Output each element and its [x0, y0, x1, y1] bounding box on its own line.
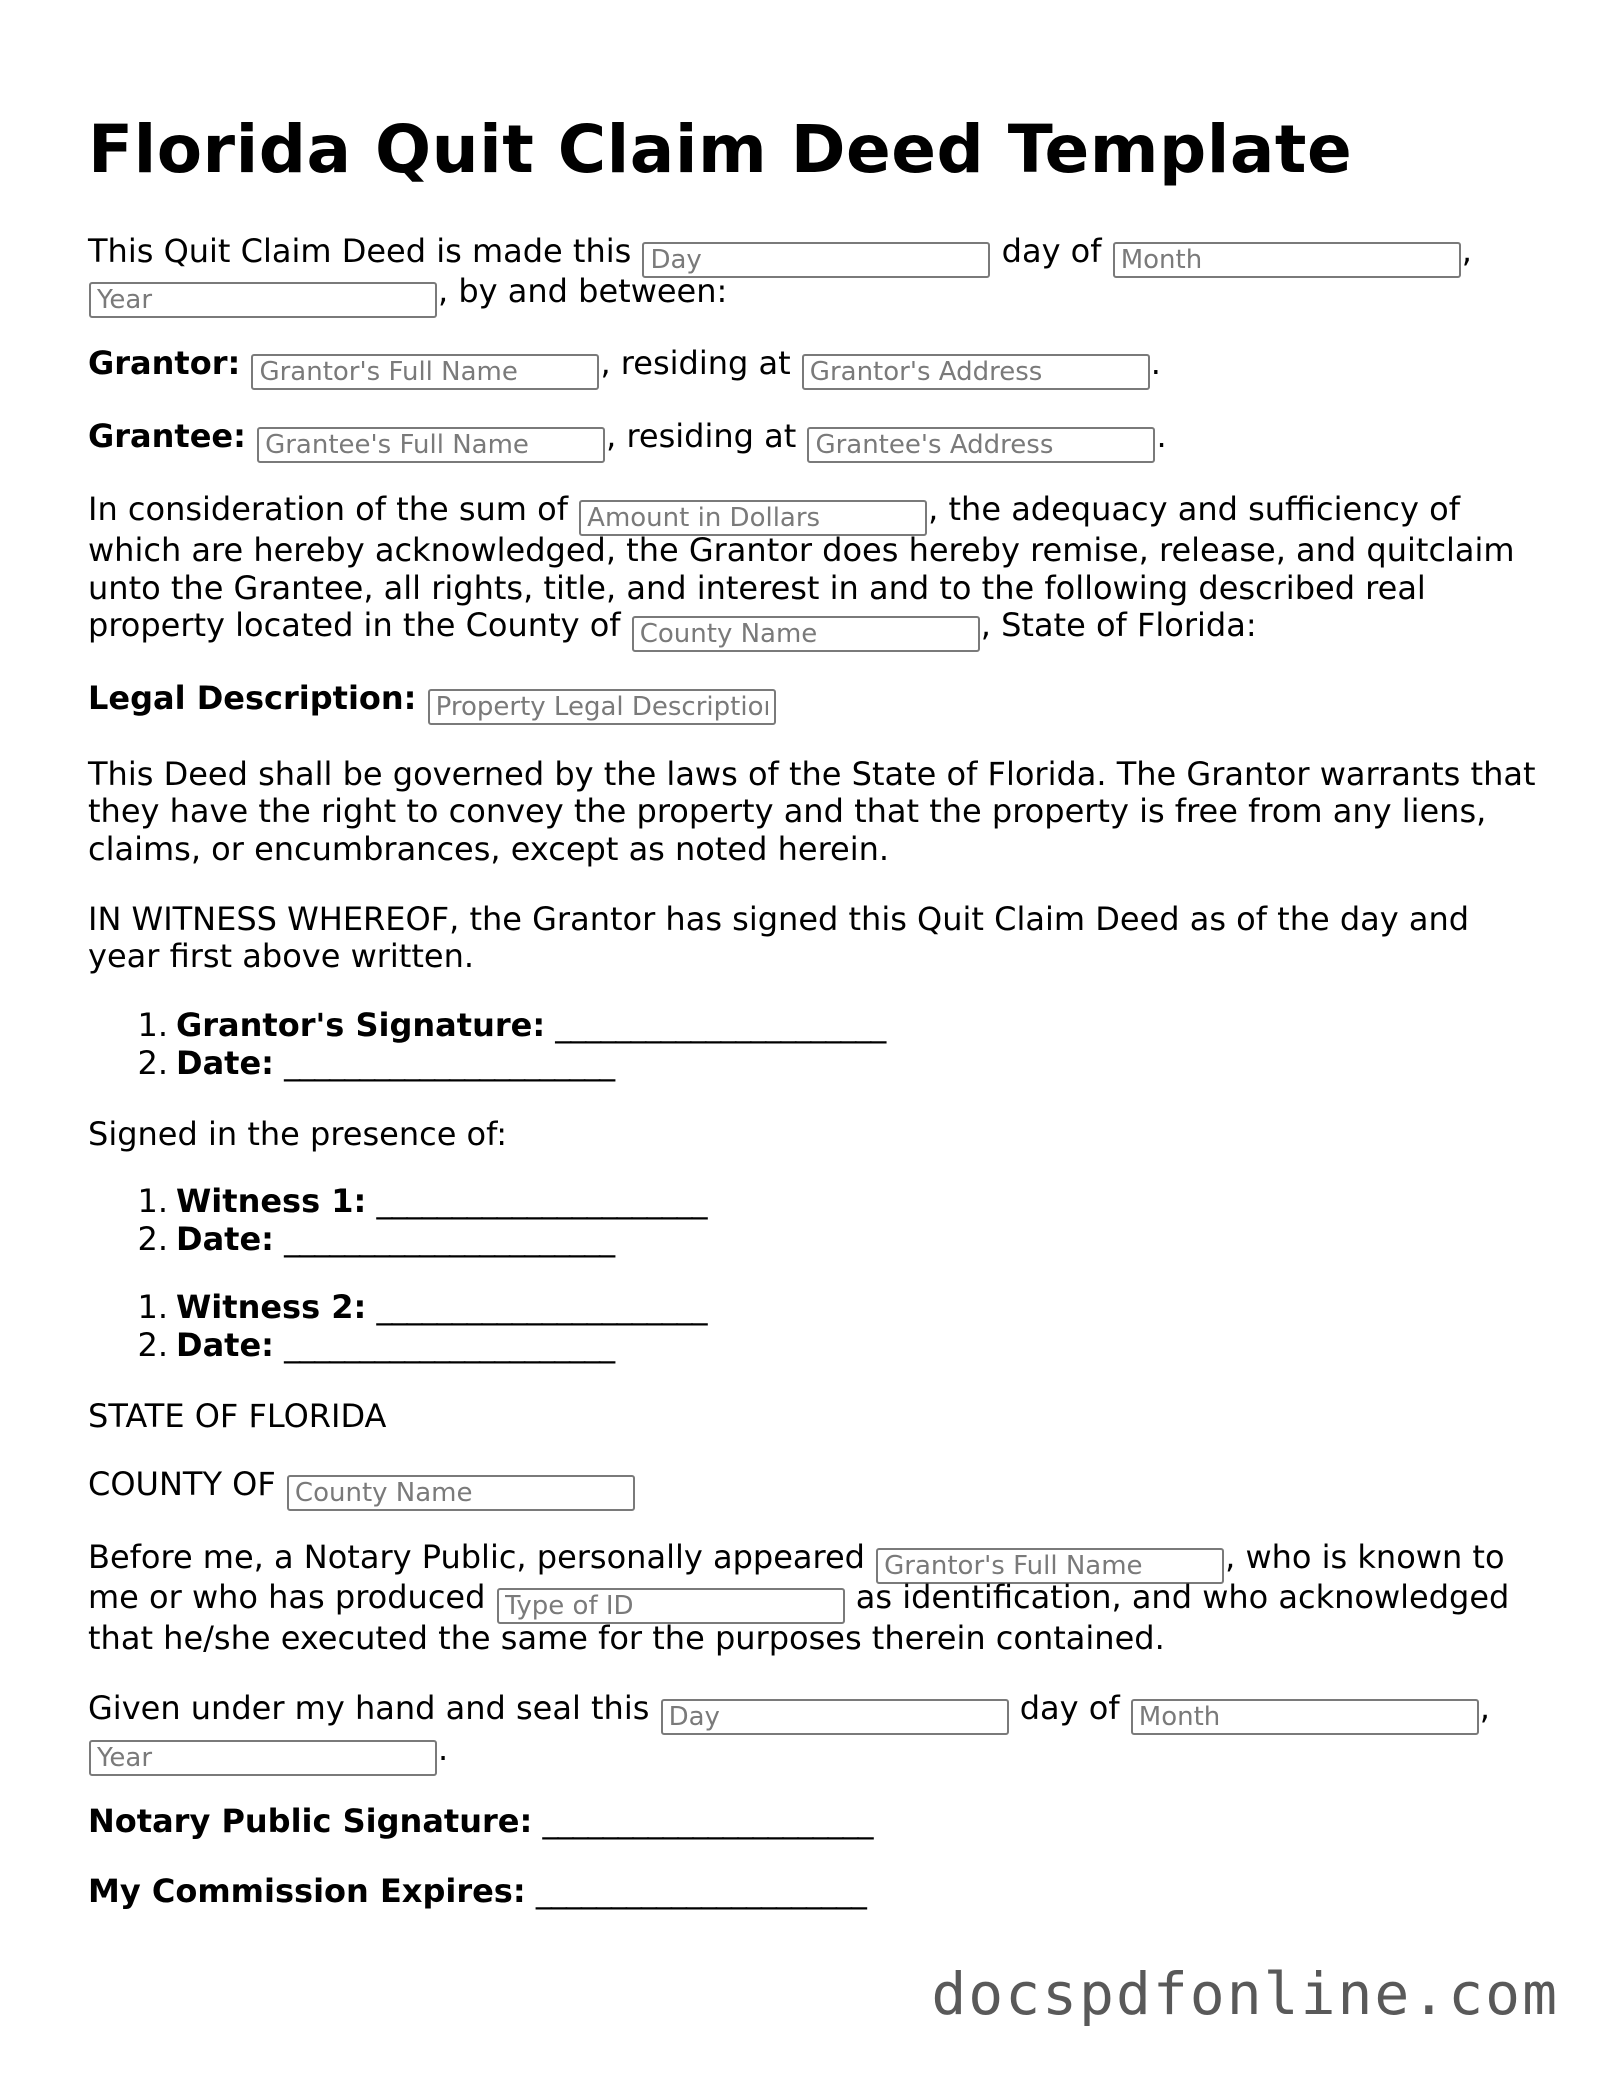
consideration-line-4: property located in the County of County Name , State of Florida: [88, 606, 1257, 652]
given-line-1: Given under my hand and seal this Day day of Month , [88, 1689, 1490, 1735]
grantor-line: Grantor: Grantor's Full Name , residing at Grantor's Address . [88, 344, 1161, 390]
seal-month-input[interactable] [1131, 1699, 1479, 1735]
grantee-line: Grantee: Grantee's Full Name , residing at Grantee's Address . [88, 417, 1167, 463]
witness-1-list [88, 1182, 707, 1258]
page-title: Florida Quit Claim Deed Template [88, 111, 1353, 188]
grantee-label: Grantee: [88, 417, 246, 455]
notary-county-input[interactable] [287, 1475, 635, 1511]
witness-2-blank[interactable]: ______________________ [376, 1288, 707, 1326]
grantor-label: Grantor: [88, 344, 241, 382]
deed-month-input[interactable] [1113, 242, 1461, 278]
commission-expires-line: My Commission Expires: ______________________ [88, 1872, 866, 1910]
grantor-date-blank[interactable]: ______________________ [284, 1044, 615, 1082]
notary-line-3: that he/she executed the same for the purposes therein contained. [88, 1619, 1165, 1657]
state-heading: STATE OF FLORIDA [88, 1397, 387, 1435]
grantee-address-input[interactable] [807, 427, 1155, 463]
grantor-signature-list [88, 1006, 885, 1082]
notary-line-1: Before me, a Notary Public, personally appeared Grantor's Full Name , who is known to [88, 1538, 1505, 1584]
list-item: 2. Date: ______________________ [137, 1220, 615, 1258]
witness-whereof-line-2: year first above written. [88, 937, 475, 975]
intro-line-1: This Quit Claim Deed is made this Day day of Month , [88, 232, 1472, 278]
consideration-line-3: unto the Grantee, all rights, title, and interest in and to the following described real [88, 569, 1426, 607]
grantor-address-input[interactable] [802, 354, 1150, 390]
notary-signature-line: Notary Public Signature: ______________________ [88, 1802, 873, 1840]
deed-year-input[interactable] [89, 282, 437, 318]
presence-text: Signed in the presence of: [88, 1115, 508, 1153]
county-line: COUNTY OF County Name [88, 1465, 636, 1511]
list-item: 1. Witness 2: ______________________ [137, 1288, 707, 1326]
notary-line-2: me or who has produced Type of ID as identification, and who acknowledged [88, 1578, 1509, 1624]
legal-description-label: Legal Description: [88, 679, 417, 717]
given-line-2: Year. [88, 1730, 448, 1776]
governed-line-2: they have the right to convey the property and that the property is free from any liens, [88, 792, 1487, 830]
watermark: docspdfonline.com [931, 1960, 1559, 2028]
intro-line-2: Year, by and between: [88, 272, 727, 318]
witness-2-date-blank[interactable]: ______________________ [284, 1326, 615, 1364]
grantor-name-input[interactable] [251, 354, 599, 390]
list-item: 1. Grantor's Signature: ______________________ [137, 1006, 886, 1044]
seal-day-input[interactable] [661, 1699, 1009, 1735]
witness-1-blank[interactable]: ______________________ [376, 1182, 707, 1220]
grantee-name-input[interactable] [257, 427, 605, 463]
governed-line-3: claims, or encumbrances, except as noted herein. [88, 830, 890, 868]
list-item: 2. Date: ______________________ [137, 1326, 615, 1364]
seal-year-input[interactable] [89, 1740, 437, 1776]
list-item: 2. Date: ______________________ [137, 1044, 615, 1082]
legal-description-input[interactable] [428, 689, 776, 725]
witness-whereof-line-1: IN WITNESS WHEREOF, the Grantor has signed this Quit Claim Deed as of the day and [88, 900, 1470, 938]
consideration-line-2: which are hereby acknowledged, the Grantor does hereby remise, release, and quitclaim [88, 531, 1515, 569]
witness-2-list [88, 1288, 707, 1364]
governed-line-1: This Deed shall be governed by the laws of the State of Florida. The Grantor warrants that [88, 755, 1536, 793]
grantor-signature-blank[interactable]: ______________________ [555, 1006, 886, 1044]
commission-expires-blank[interactable]: ______________________ [535, 1872, 866, 1910]
notary-signature-blank[interactable]: ______________________ [542, 1802, 873, 1840]
legal-description-line [88, 679, 777, 725]
witness-1-date-blank[interactable]: ______________________ [284, 1220, 615, 1258]
property-county-input[interactable] [632, 616, 980, 652]
consideration-line-1: In consideration of the sum of Amount in Dollars , the adequacy and sufficiency of [88, 490, 1460, 536]
list-item: 1. Witness 1: ______________________ [137, 1182, 707, 1220]
